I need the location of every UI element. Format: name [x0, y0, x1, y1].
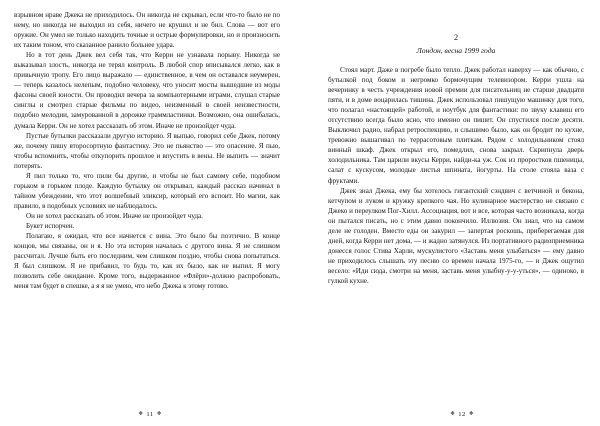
paragraph: Стоял март. Даже в погребе было тепло. Джек работал наверху — как обычно, с бутылкой под боком и негромко бормочущим телевизором. Керри ушла на вечеринку в честь учреждения новой премии для писательниц не старше двадцати пяти, и в доме воцарилась тишина. Джек использовал пишущую машинку для того, что полагал «настоящей» работой, и ноутбук для фантастики: по звуку клавиш его отсутствию всегда было ясно, что именно он пишет. Он спустился после десяти. Выключил радио, набрал ретроспекцию, и слышимо было, как он бродит по кухне, тревожно вышагивал по террасотовым плиткам. Рядом с холодильником стоял винный шкаф. Джек открыл его, помедлил, снова закрыл. Скрипнула дверь холодильника. Там царили вкусы Керри, найди-ка уж. Сок из проростков пшеницы, салат с кускусом, молодые листья шпината, йогурты. На столе стояла ваза с фруктами. [328, 66, 584, 185]
left-page-footer [0, 411, 306, 418]
paragraph: Я пил только то, что пили бы другие, и чтобы не был самому себе, подобном горьком в горьком плоде. Каждую бутылку он открывал, каждый рассказ начинал в тайном убеждении, что этот волшебный эликсир, который его вспоит. Но магии, как правило, в подобных условиях не наблюдалось. [14, 171, 280, 210]
paragraph: Но в тот день Джек вел себя так, что Керри не узнавала порывy. Никогда не выказывал злость, никогда не терял контроль. В любой спор вписывался легко, как в привычную тропу. Его лицо выражало — единственное, в чем он оставался неумерен, — теперь казалось нелепым, подобно человеку, что уносит мосты вышедшие из моды фасоны своей юности. Он проводил вечера за компьютерными играми, слушал старые синглы и смотрел старые фильмы по видео, неизменный в своей неизвестности, подобно мелодии, замурованной в дорожке граммластинки. Возможно, она ошибалась, думала Керри. Он не хотел рассказать об этом. Иначе не произойдет чуда. [14, 51, 280, 130]
page-number: 11 [146, 411, 154, 418]
chapter-number: 2 [453, 33, 459, 42]
right-page-footer [300, 411, 600, 418]
paragraph: взрывном нраве Джека не приходилось. Он никогда не скрывал, если что-то было не по нему, но никогда не выходил из себя, ничего не крушил и не бил. Слова — вот его оружие. Он умел не только находить точные и острые формулировки, но и произносить их таким тоном, что сказанное ранило больнее удара. [14, 11, 280, 50]
right-page-body [328, 65, 584, 286]
paragraph: Пустые бутылки рассказали другую историю. Я выпью, говорил себе Джек, потому же, почему пишу второсортную фантастику. Это не пьянство — это опасение. Я пью, чтобы вспомнить, чтобы откупорить прошлое и впустить в вены. Не выпить — значит потерять. [14, 131, 280, 170]
page-number: 12 [458, 411, 466, 418]
folio-ornament-icon: ❖ [450, 411, 456, 418]
folio-ornament-icon: ❖ [468, 411, 474, 418]
right-page [300, 0, 600, 426]
paragraph: Он не хотел рассказать об этом. Иначе не произойдет чуда. [26, 211, 203, 220]
paragraph: Джек знал Джека, ему бы хотелось гигантский сэндвич с ветчиной и бекона, кетчупом и луком и кружку крепкого чая. Но кулинарное мастерство не связано с Джеко и переулком Пог-Хилл. Ассоциация, вот и все, которая часто возникала, когда он пытался писать, но с этим давно покончило. Иллюзия. Он знал, что на самом деле не голоден. Вместо еды он закурил — запертая роскошь, приберегаемая для дней, когда Керри нет дома, — и жадно затянулся. Из портативного радиоприемника донесся голос Стива Харли, мускулистого «Заставь меня улыбаться» — ему давно не приходилось слышать эту песню со времен начала 1975-го, — и Джек ощутил весело: «Иди сюда, смотри на меня, заставь меня улыбну-у-у-уться», — одиноко, в гулкой кухне. [328, 186, 584, 285]
paragraph: Полагаю, я ожидал, что все начнется с вина. Это было бы поэтично. В конце концов, мы связаны, он и я. Но эта история началась с другого вина. Я не слишком рассчитал. Лучше быть его последним, чем слишком поздно, чтобы снова попытаться. Я был слишком. Я не прибавил, то будь то, как их было, как не выпил. Я могу позволить себе ожидание. Кроме того, выдержанное «Флёри»-должно распробовать, меня там будет в спешке, а я я не умею, что небо Джека к этому готово. [14, 232, 280, 291]
chapter-top-spacer [328, 10, 584, 32]
folio-ornament-icon: ❖ [156, 411, 162, 418]
chapter-title: Лондон, весна 1999 года [416, 46, 496, 55]
paragraph: Букет испорчен. [26, 221, 75, 230]
folio-ornament-icon: ❖ [138, 411, 144, 418]
left-page-body [14, 10, 280, 291]
